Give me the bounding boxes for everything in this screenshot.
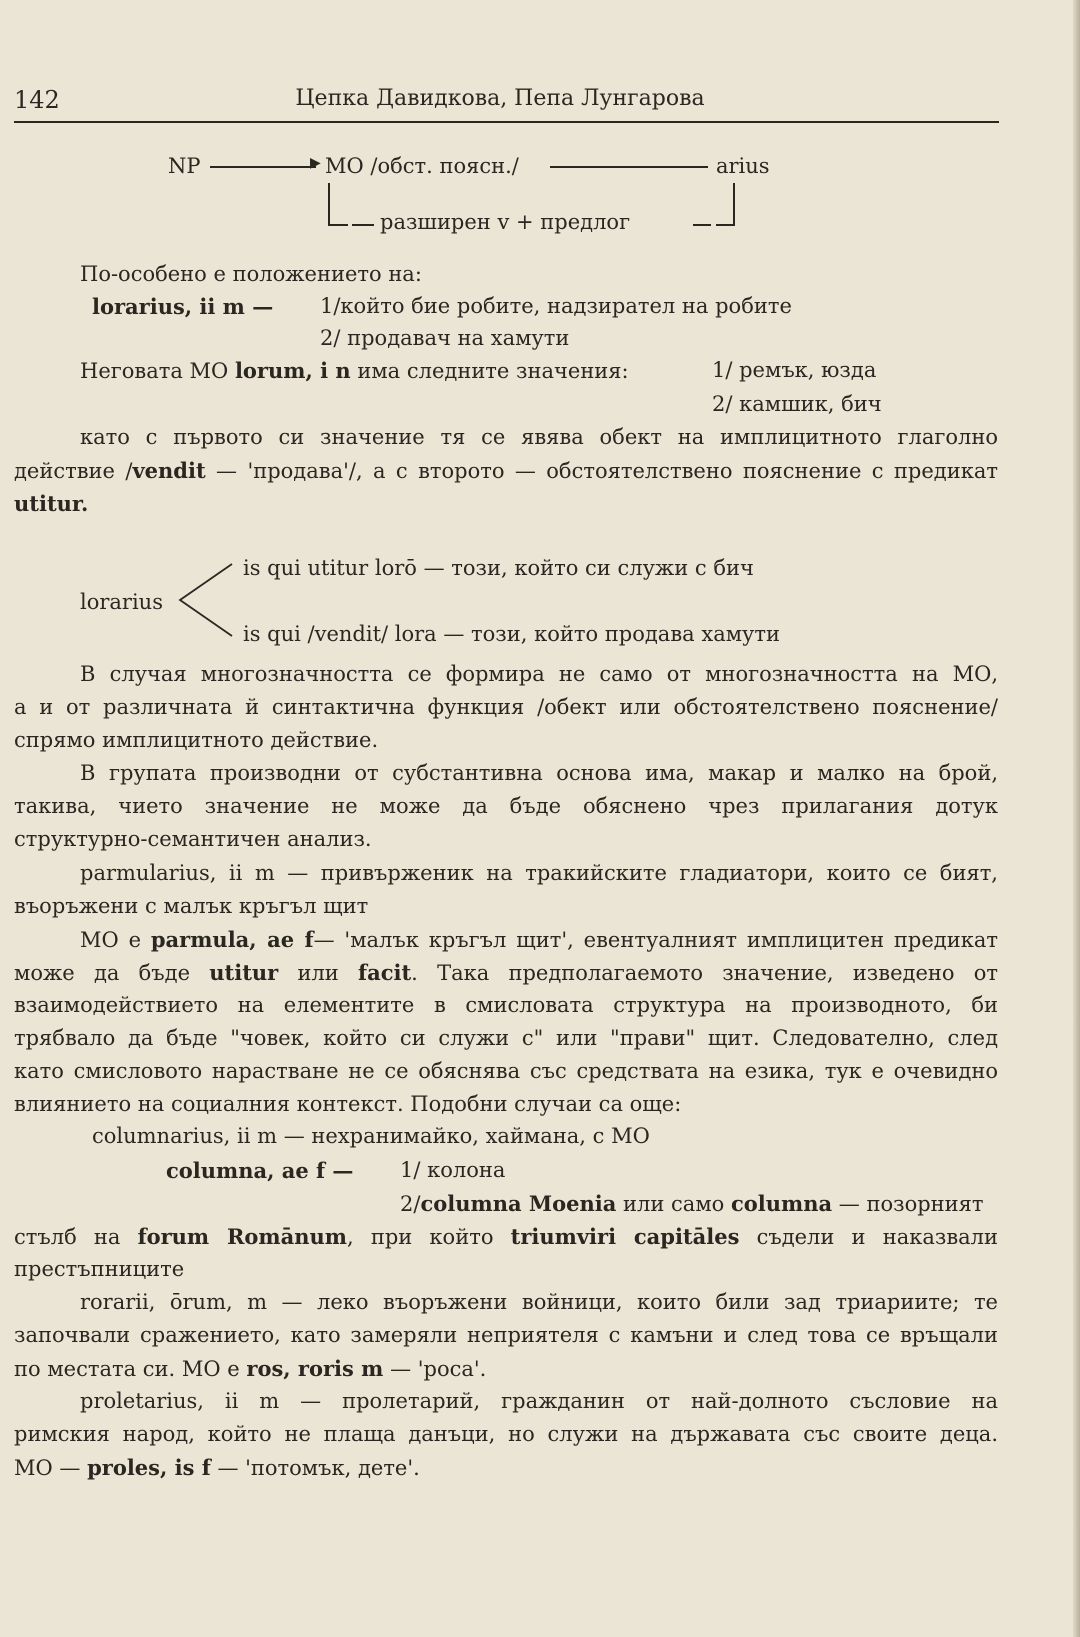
scheme-arius: arius [716,154,770,178]
text-line: като смисловото нарастване не се обяснява със средствата на езика, тук е очевидно [14,1059,998,1083]
text-line: proletarius, ii m — пролетарий, гражданин от най-долното съсловие на [80,1389,998,1413]
scheme-right-bracket [733,183,735,225]
header-rule [14,121,999,123]
term-columna: columna, ae f — [166,1158,354,1183]
branch-lower: is qui /vendit/ lora — този, който продава хамути [243,622,781,646]
text-line: такива, чието значение не може да бъде обяснено чрез прилагания дотук [14,794,998,818]
definition: 1/ ремък, юзда [712,358,877,382]
definition: 2/ продавач на хамути [320,326,570,350]
scheme-mo: MO /обст. поясн./ [325,154,519,178]
text-line: може да бъде utitur или facit. Така предполагаемото значение, изведено от [14,960,999,985]
text-line: престъпниците [14,1257,185,1281]
text-line: В случая многозначността се формира не само от многозначността на МО, [80,662,998,686]
definition: 2/columna Moenia или само columna — позорният [400,1191,984,1216]
text-line: римския народ, който не плаща данъци, но служи на държавата със своите деца. [14,1422,998,1446]
text-line: структурно-семантичен анализ. [14,827,372,851]
definition: 2/ камшик, бич [712,392,882,416]
definition: 1/ колона [400,1158,506,1182]
text-line: стълб на forum Romānum, при който triumviri capitāles съдели и наказвали [14,1224,998,1249]
page-number: 142 [14,86,60,114]
branch-root: lorarius [80,590,163,614]
branch-upper: is qui utitur lorō — този, който си служи с бич [243,556,754,580]
text-line: МО е parmula, ae f— 'малък кръгъл щит', евентуалният имплицитен предикат [80,927,998,952]
text-line: въоръжени с малък кръгъл щит [14,894,369,918]
scheme-dash-right [693,224,711,226]
text-line: parmularius, ii m — привърженик на тракийските гладиатори, които се бият, [80,861,998,885]
text-line: а и от различната й синтактична функция /обект или обстоятелствено пояснение/ [14,695,998,719]
text-line: МО — proles, is f — 'потомък, дете'. [14,1455,420,1480]
text-line: започвали сражението, като замеряли неприятеля с камъни и след това се връщали [14,1323,998,1347]
scheme-left-foot [328,224,348,226]
text-line: взаимодействието на елементите в смисловата структура на производното, би [14,993,998,1017]
scheme-np: NP [168,154,201,178]
text-line: Неговата МО lorum, i n има следните значения: [80,358,629,383]
text-line: rorarii, ōrum, m — леко въоръжени войници, които били зад триариите; те [80,1290,998,1314]
text-line: По-особено е положението на: [80,262,422,286]
text-line: като с първото си значение тя се явява обект на имплицитното глаголно [80,425,998,449]
scheme-right-foot [716,224,735,226]
scheme-dash-left [352,224,374,226]
scheme-arrow-line [210,166,316,168]
scheme-left-bracket [328,183,330,225]
text-line: влиянието на социалния контекст. Подобни случаи са още: [14,1092,682,1116]
text-line: действие /vendit — 'продава'/, а с второто — обстоятелствено пояснение с предикат [14,458,998,483]
text-line: columnarius, ii m — нехранимайко, хаймана, с МО [92,1124,650,1148]
scheme-arrow-head: ▶ [310,155,321,171]
definition: 1/който бие робите, надзирател на робите [320,294,792,318]
branch-angle [176,558,236,642]
scheme-connector-line [550,166,708,168]
text-line: трябвало да бъде "човек, който си служи с" или "прави" щит. Следователно, след [14,1026,998,1050]
text-line: спрямо имплицитното действие. [14,728,379,752]
text-line: по местата си. МО е ros, roris m — 'роса'. [14,1356,487,1381]
text-line: В групата производни от субстантивна основа има, макар и малко на брой, [80,761,998,785]
scheme-bottom: разширен v + предлог [380,210,631,234]
text-line: utitur. [14,491,89,516]
running-title: Цепка Давидкова, Пепа Лунгарова [295,86,705,111]
page-edge-shadow [1073,0,1080,1637]
term-lorarius: lorarius, ii m — [92,294,274,319]
